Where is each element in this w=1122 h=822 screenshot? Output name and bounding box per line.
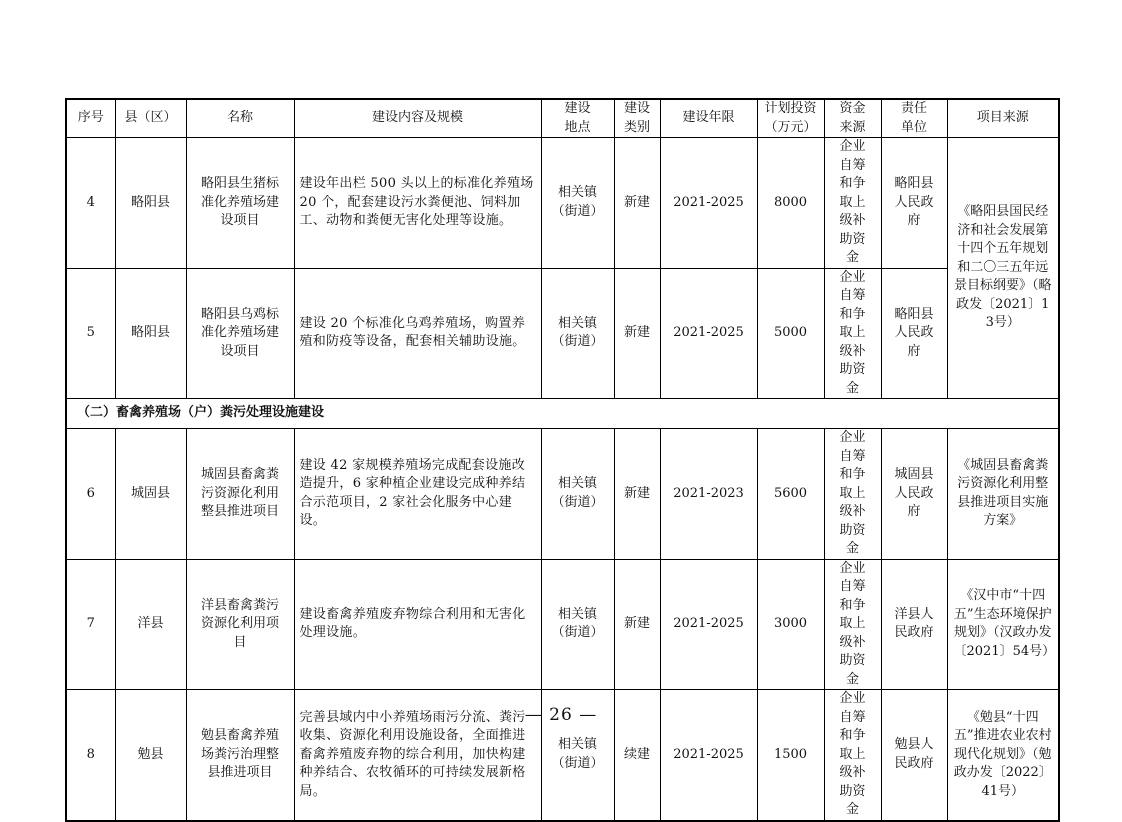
cell-investment: 5000 xyxy=(757,268,824,399)
header-category: 建设 类别 xyxy=(614,99,660,138)
cell-county: 略阳县 xyxy=(115,138,186,269)
cell-county: 洋县 xyxy=(115,559,186,690)
header-source: 项目来源 xyxy=(947,99,1059,138)
cell-funding: 企业自筹和争取上级补助资金 xyxy=(824,559,881,690)
cell-category: 续建 xyxy=(614,690,660,821)
cell-content: 建设 20 个标准化乌鸡养殖场，购置养殖和防疫等设备，配套相关辅助设施。 xyxy=(294,268,541,399)
header-unit: 责任 单位 xyxy=(881,99,947,138)
cell-location: 相关镇（街道） xyxy=(541,138,614,269)
cell-category: 新建 xyxy=(614,138,660,269)
cell-no: 8 xyxy=(66,690,115,821)
cell-content: 完善县域内中小养殖场雨污分流、粪污收集、资源化利用设施设备，全面推进畜禽养殖废弃物的综合利用，加快构建种养结合、农牧循环的可持续发展新格局。 xyxy=(294,690,541,821)
cell-county: 城固县 xyxy=(115,429,186,560)
cell-period: 2021-2025 xyxy=(660,268,757,399)
cell-period: 2021-2025 xyxy=(660,690,757,821)
cell-source: 《汉中市“十四五”生态环境保护规划》（汉政办发〔2021〕54号） xyxy=(947,559,1059,690)
header-content: 建设内容及规模 xyxy=(294,99,541,138)
cell-investment: 8000 xyxy=(757,138,824,269)
cell-source: 《城固县畜禽粪污资源化利用整县推进项目实施方案》 xyxy=(947,429,1059,560)
header-no: 序号 xyxy=(66,99,115,138)
cell-no: 4 xyxy=(66,138,115,269)
cell-source: 《勉县“十四五”推进农业农村现代化规划》（勉政办发〔2022〕41号） xyxy=(947,690,1059,821)
cell-name: 略阳县乌鸡标准化养殖场建设项目 xyxy=(186,268,294,399)
cell-category: 新建 xyxy=(614,429,660,560)
table-row xyxy=(66,268,1059,399)
cell-content: 建设 42 家规模养殖场完成配套设施改造提升，6 家种植企业建设完成种养结合示范项目，2 家社会化服务中心建设。 xyxy=(294,429,541,560)
header-period: 建设年限 xyxy=(660,99,757,138)
header-location: 建设 地点 xyxy=(541,99,614,138)
cell-investment: 1500 xyxy=(757,690,824,821)
cell-period: 2021-2025 xyxy=(660,559,757,690)
cell-unit: 略阳县人民政府 xyxy=(881,268,947,399)
cell-source: 《略阳县国民经济和社会发展第十四个五年规划和二〇三五年远景目标纲要》（略政发〔2021〕13号） xyxy=(947,138,1059,399)
cell-no: 5 xyxy=(66,268,115,399)
cell-funding: 企业自筹和争取上级补助资金 xyxy=(824,138,881,269)
table-row xyxy=(66,138,1059,269)
header-investment: 计划投资 （万元） xyxy=(757,99,824,138)
header-funding: 资金 来源 xyxy=(824,99,881,138)
cell-county: 略阳县 xyxy=(115,268,186,399)
cell-unit: 洋县人民政府 xyxy=(881,559,947,690)
cell-period: 2021-2023 xyxy=(660,429,757,560)
table-header-row xyxy=(66,99,1059,138)
cell-investment: 5600 xyxy=(757,429,824,560)
table-row xyxy=(66,559,1059,690)
cell-location: 相关镇（街道） xyxy=(541,690,614,821)
page-number: — 26 — xyxy=(524,705,598,725)
cell-name: 勉县畜禽养殖场粪污治理整县推进项目 xyxy=(186,690,294,821)
header-county: 县（区） xyxy=(115,99,186,138)
cell-content: 建设年出栏 500 头以上的标准化养殖场 20 个，配套建设污水粪便池、饲料加工、动物和粪便无害化处理等设施。 xyxy=(294,138,541,269)
section-title: （二）畜禽养殖场（户）粪污处理设施建设 xyxy=(66,399,1059,429)
cell-funding: 企业自筹和争取上级补助资金 xyxy=(824,690,881,821)
cell-category: 新建 xyxy=(614,559,660,690)
cell-name: 洋县畜禽粪污资源化利用项目 xyxy=(186,559,294,690)
section-row xyxy=(66,399,1059,429)
cell-category: 新建 xyxy=(614,268,660,399)
cell-content: 建设畜禽养殖废弃物综合利用和无害化处理设施。 xyxy=(294,559,541,690)
cell-unit: 勉县人民政府 xyxy=(881,690,947,821)
header-name: 名称 xyxy=(186,99,294,138)
cell-county: 勉县 xyxy=(115,690,186,821)
cell-location: 相关镇（街道） xyxy=(541,559,614,690)
cell-investment: 3000 xyxy=(757,559,824,690)
cell-funding: 企业自筹和争取上级补助资金 xyxy=(824,429,881,560)
cell-unit: 城固县人民政府 xyxy=(881,429,947,560)
cell-name: 略阳县生猪标准化养殖场建设项目 xyxy=(186,138,294,269)
cell-location: 相关镇（街道） xyxy=(541,268,614,399)
cell-funding: 企业自筹和争取上级补助资金 xyxy=(824,268,881,399)
cell-no: 6 xyxy=(66,429,115,560)
cell-location: 相关镇（街道） xyxy=(541,429,614,560)
table-row xyxy=(66,429,1059,560)
cell-period: 2021-2025 xyxy=(660,138,757,269)
cell-no: 7 xyxy=(66,559,115,690)
cell-name: 城固县畜禽粪污资源化利用整县推进项目 xyxy=(186,429,294,560)
cell-unit: 略阳县人民政府 xyxy=(881,138,947,269)
